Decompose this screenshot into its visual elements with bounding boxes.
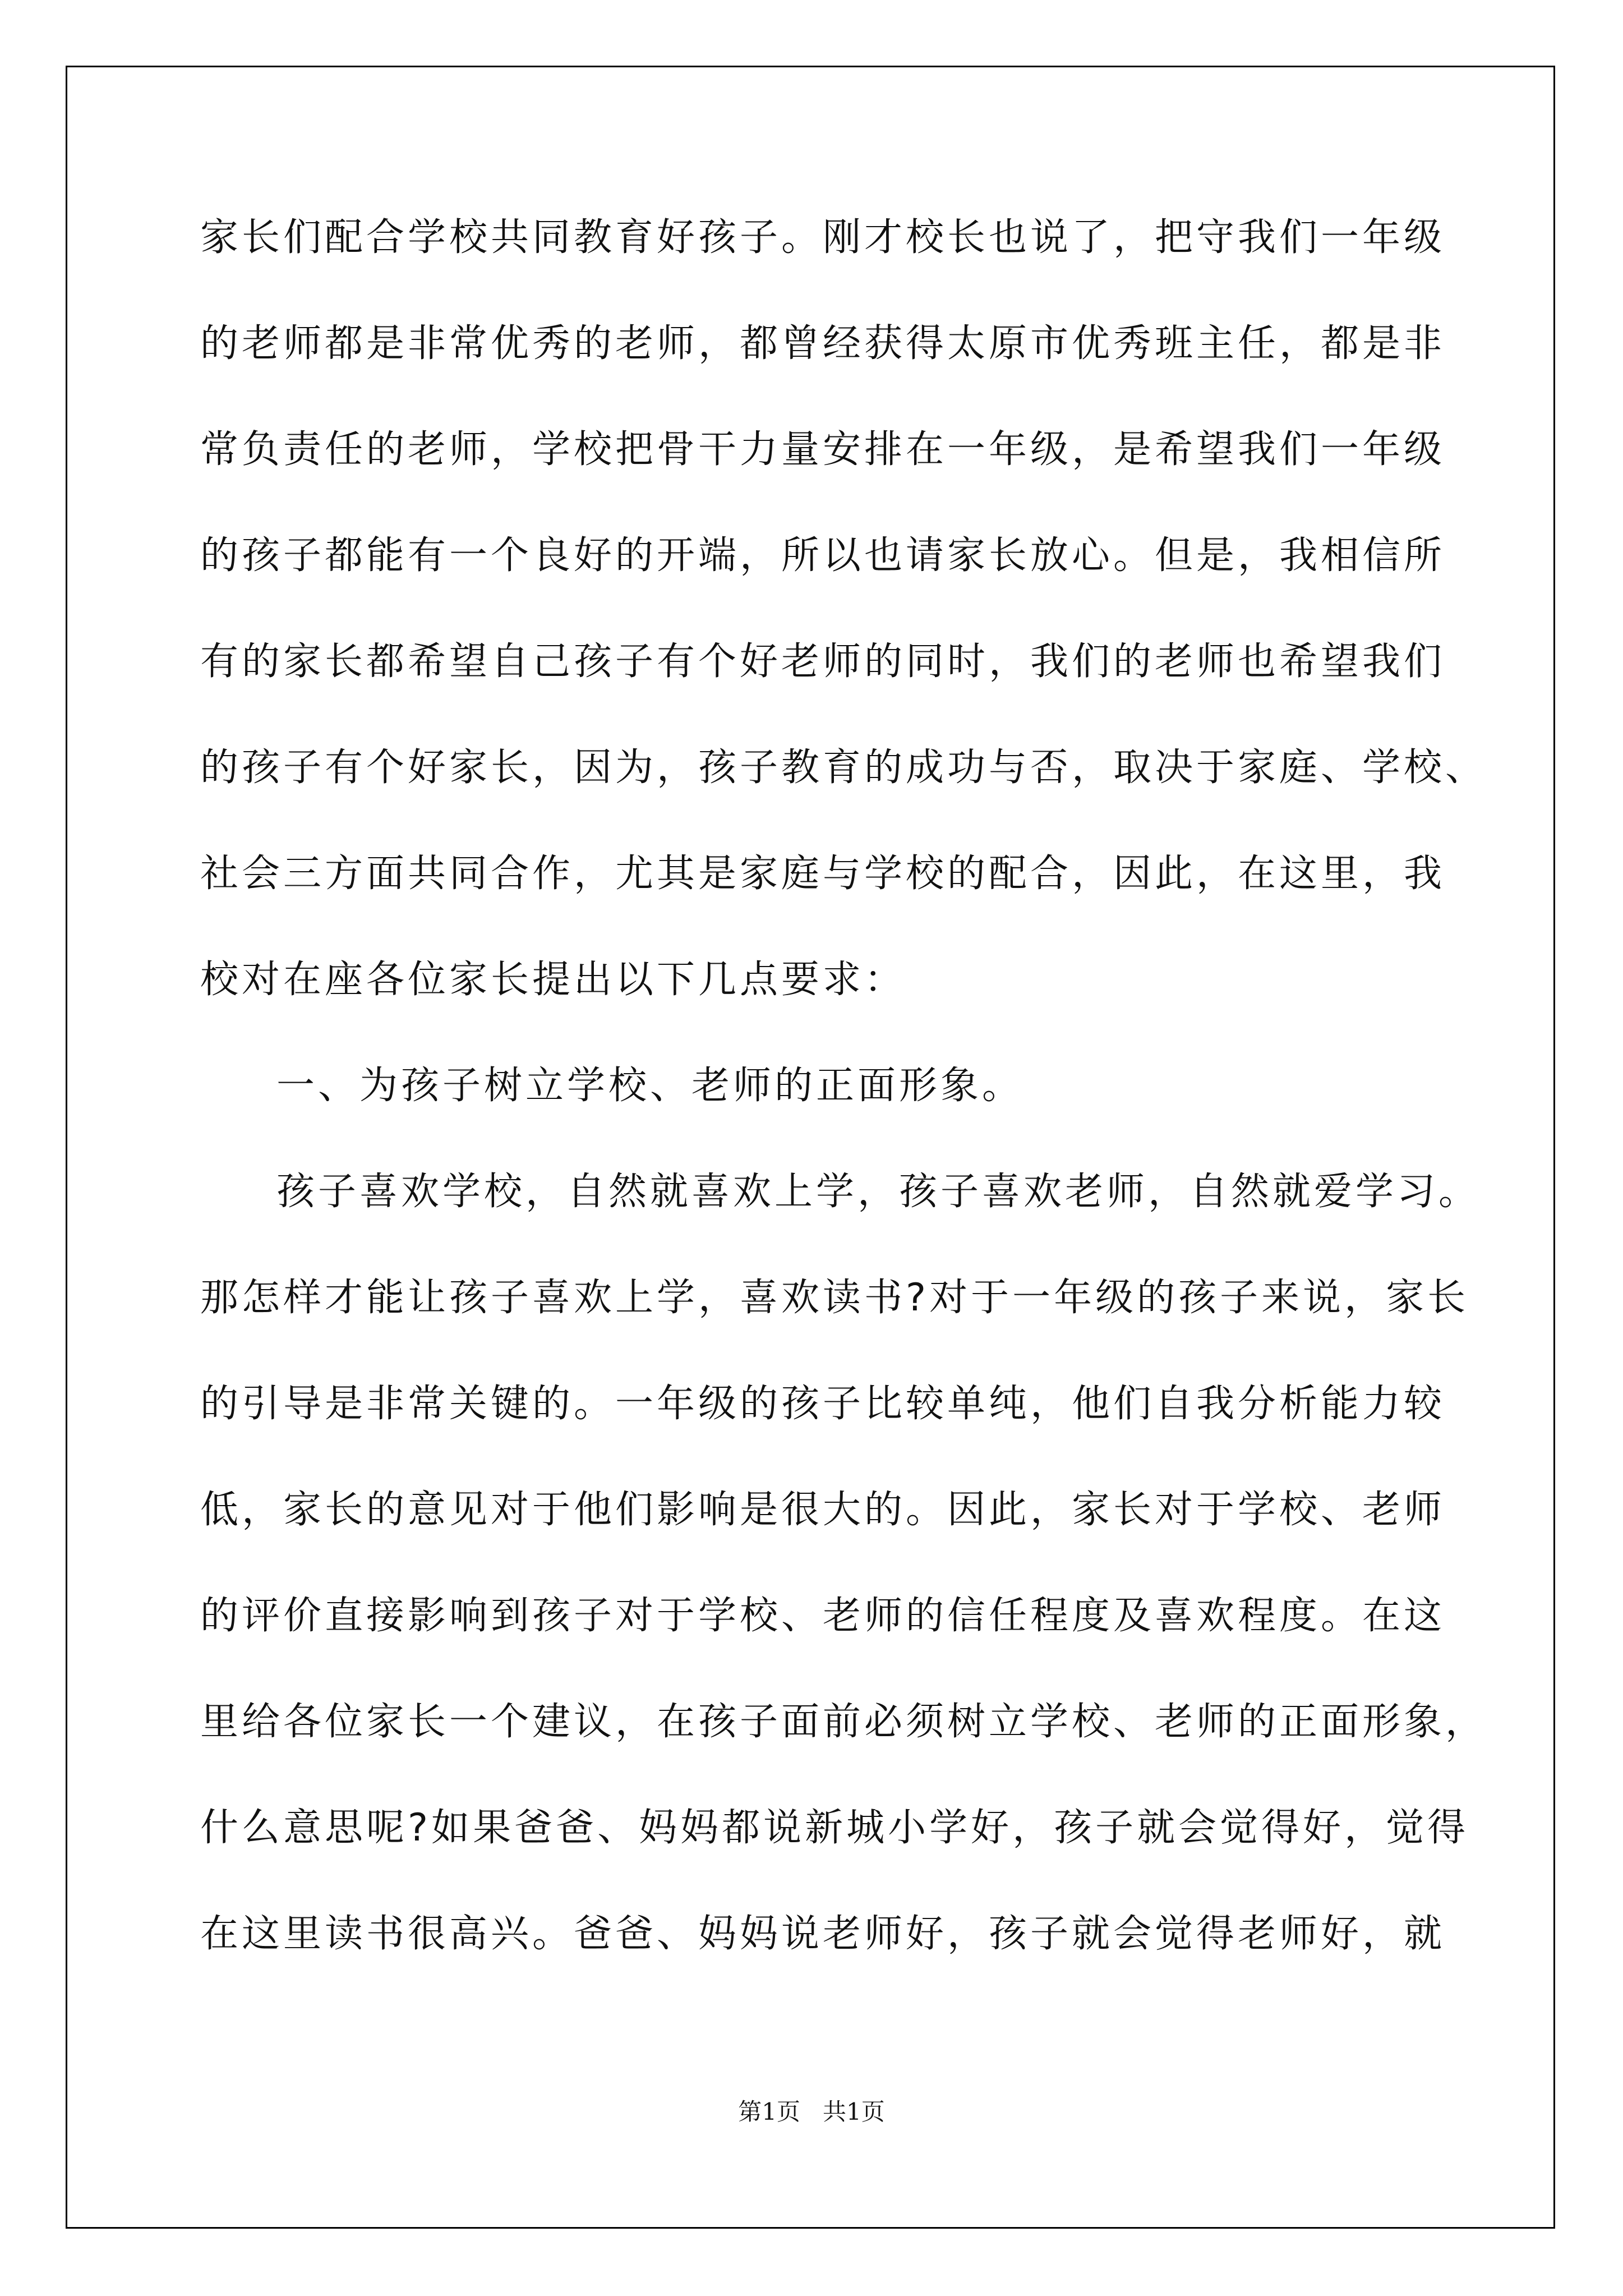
page-total: 共1页 xyxy=(823,2098,885,2125)
document-body xyxy=(200,215,1487,2021)
text-line: 家长们配合学校共同教育好孩子。刚才校长也说了，把守我们一年级 xyxy=(200,215,1446,260)
text-line: 在这里读书很高兴。爸爸、妈妈说老师好，孩子就会觉得老师好，就 xyxy=(200,1912,1446,1956)
page-footer xyxy=(0,2100,1623,2124)
text-line: 社会三方面共同合作，尤其是家庭与学校的配合，因此，在这里，我 xyxy=(200,852,1446,896)
text-line: 的孩子都能有一个良好的开端，所以也请家长放心。但是，我相信所 xyxy=(200,533,1446,578)
text-line: 孩子喜欢学校，自然就喜欢上学，孩子喜欢老师，自然就爱学习。 xyxy=(276,1170,1481,1214)
text-line: 什么意思呢?如果爸爸、妈妈都说新城小学好，孩子就会觉得好，觉得 xyxy=(200,1806,1469,1850)
text-line: 的评价直接影响到孩子对于学校、老师的信任程度及喜欢程度。在这 xyxy=(200,1594,1446,1638)
text-line: 的孩子有个好家长，因为，孩子教育的成功与否，取决于家庭、学校、 xyxy=(200,746,1487,790)
text-line: 低，家长的意见对于他们影响是很大的。因此，家长对于学校、老师 xyxy=(200,1488,1446,1532)
page-number: 第1页 xyxy=(738,2098,800,2125)
text-line: 常负责任的老师，学校把骨干力量安排在一年级，是希望我们一年级 xyxy=(200,427,1446,472)
text-line: 的老师都是非常优秀的老师，都曾经获得太原市优秀班主任，都是非 xyxy=(200,321,1446,366)
text-line: 有的家长都希望自己孩子有个好老师的同时，我们的老师也希望我们 xyxy=(200,639,1446,684)
text-line: 里给各位家长一个建议，在孩子面前必须树立学校、老师的正面形象， xyxy=(200,1700,1487,1744)
text-line: 的引导是非常关键的。一年级的孩子比较单纯，他们自我分析能力较 xyxy=(200,1382,1446,1426)
text-line: 那怎样才能让孩子喜欢上学，喜欢读书?对于一年级的孩子来说，家长 xyxy=(200,1276,1469,1320)
text-line: 一、为孩子树立学校、老师的正面形象。 xyxy=(276,1064,1024,1108)
text-line: 校对在座各位家长提出以下几点要求： xyxy=(200,958,906,1002)
